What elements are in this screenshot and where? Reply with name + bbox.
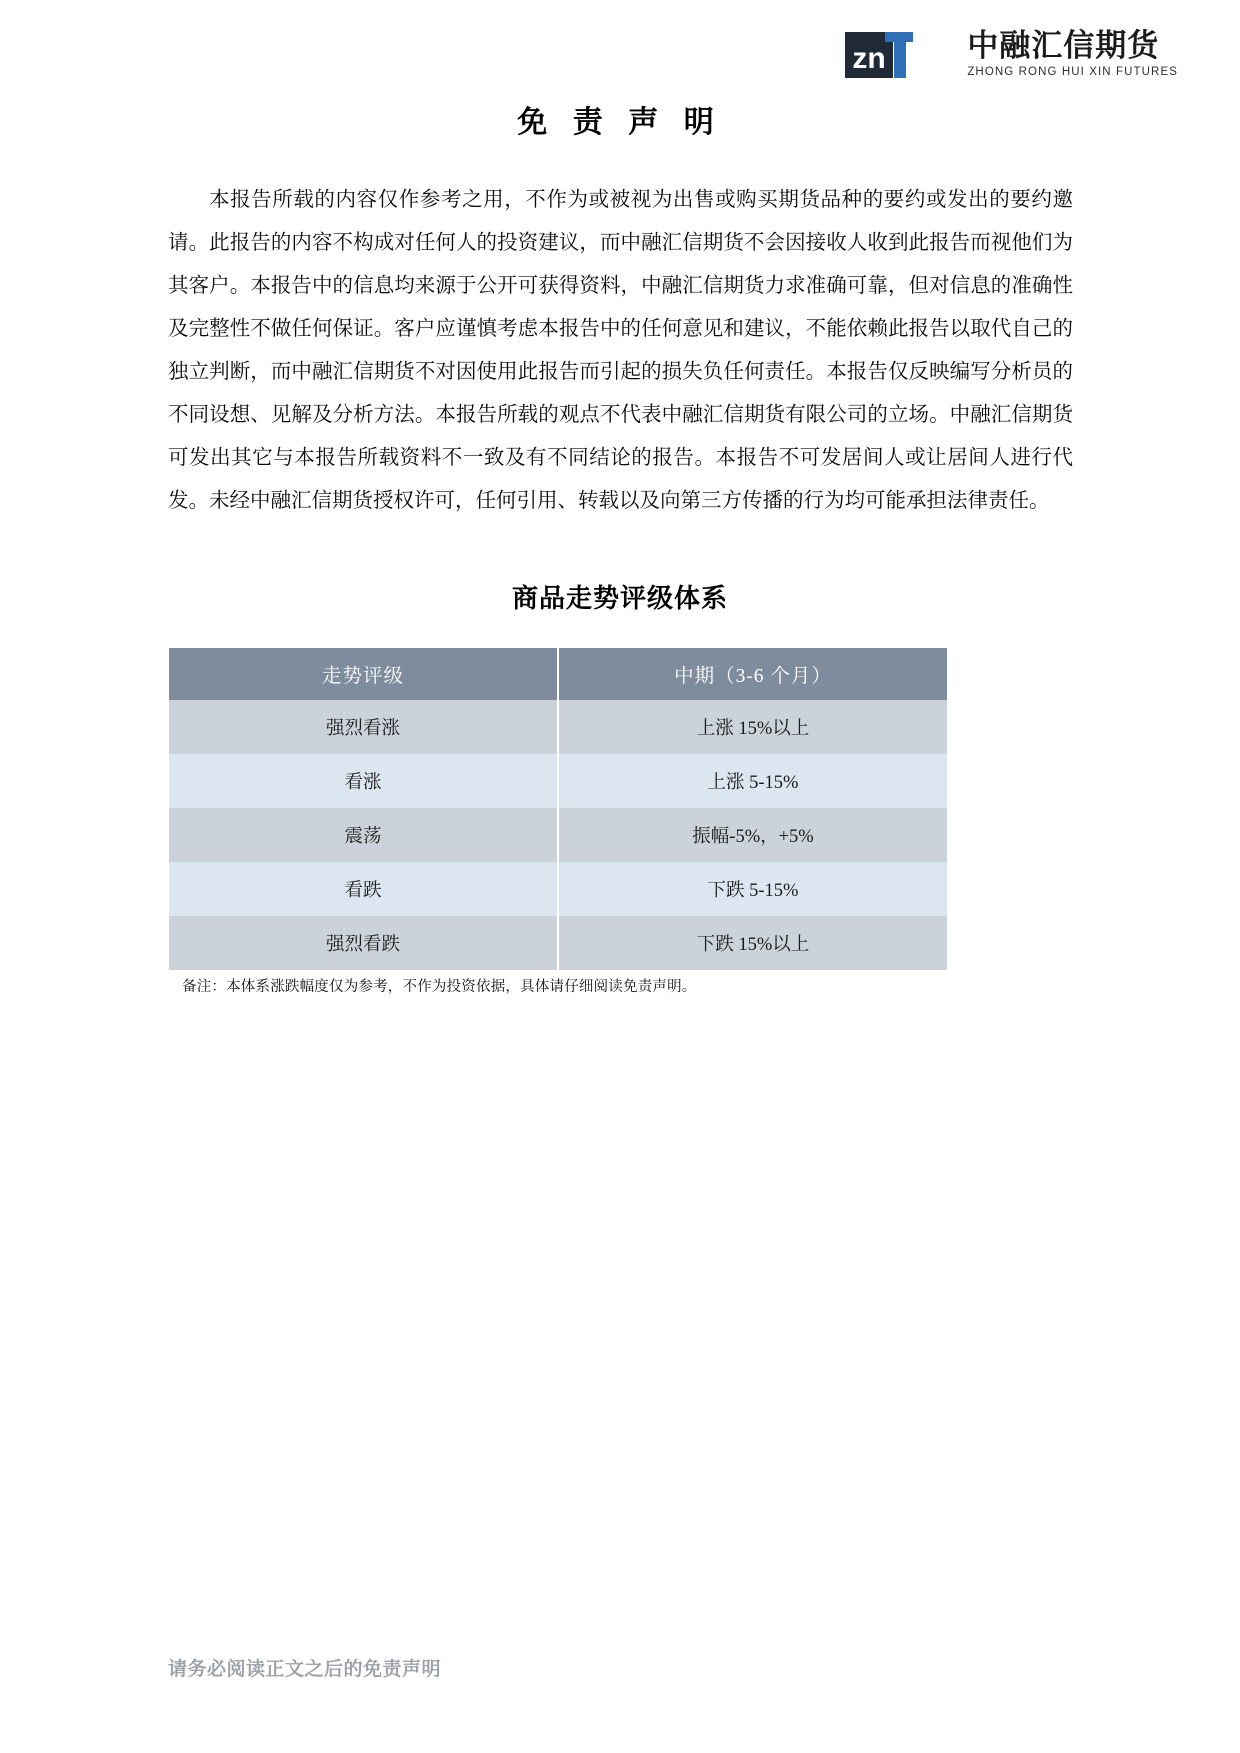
- table-row: [169, 808, 947, 862]
- logo-company-cn: 中融汇信期货: [967, 28, 1160, 63]
- footer-note: 请务必阅读正文之后的免责声明: [168, 1659, 442, 1680]
- table-cell-rating: 震荡: [169, 808, 558, 862]
- table-row: [169, 862, 947, 916]
- table-cell-rating: 强烈看涨: [169, 700, 558, 754]
- logo-wordmark: [967, 30, 1178, 79]
- table-cell-range: 上涨 15%以上: [558, 700, 947, 754]
- table-cell-range: 上涨 5-15%: [558, 754, 947, 808]
- company-logo: [845, 30, 1178, 93]
- disclaimer-paragraph: 本报告所载的内容仅作参考之用，不作为或被视为出售或购买期货品种的要约或发出的要约邀请。此报告的内容不构成对任何人的投资建议，而中融汇信期货不会因接收人收到此报告而视他们为其客户。本报告中的信息均来源于公开可获得资料，中融汇信期货力求准确可靠，但对信息的准确性及完整性不做任何保证。客户应谨慎考虑本报告中的任何意见和建议，不能依赖此报告以取代自己的独立判断，而中融汇信期货不对因使用此报告而引起的损失负任何责任。本报告仅反映编写分析员的不同设想、见解及分析方法。本报告所载的观点不代表中融汇信期货有限公司的立场。中融汇信期货可发出其它与本报告所载资料不一致及有不同结论的报告。本报告不可发居间人或让居间人进行代发。未经中融汇信期货授权许可，任何引用、转载以及向第三方传播的行为均可能承担法律责任。: [168, 188, 1073, 512]
- table-cell-range: 下跌 15%以上: [558, 916, 947, 970]
- table-row: [169, 916, 947, 970]
- logo-company-en: ZHONG RONG HUI XIN FUTURES: [967, 66, 1178, 78]
- rating-table: [169, 648, 947, 970]
- table-row: [169, 754, 947, 808]
- table-cell-range: 振幅-5%，+5%: [558, 808, 947, 862]
- table-cell-rating: 强烈看跌: [169, 916, 558, 970]
- page-title: 免 责 声 明: [517, 106, 723, 139]
- znf-logo-icon: [845, 30, 957, 93]
- svg-text:zn: zn: [852, 42, 886, 75]
- table-header-cell: 中期（3-6 个月）: [558, 648, 947, 700]
- table-header-row: [169, 648, 947, 700]
- table-note: 备注：本体系涨跌幅度仅为参考，不作为投资依据，具体请仔细阅读免责声明。: [182, 979, 697, 995]
- table-cell-range: 下跌 5-15%: [558, 862, 947, 916]
- table-cell-rating: 看涨: [169, 754, 558, 808]
- section-title: 商品走势评级体系: [511, 583, 728, 613]
- table-header-cell: 走势评级: [169, 648, 558, 700]
- table-row: [169, 700, 947, 754]
- table-cell-rating: 看跌: [169, 862, 558, 916]
